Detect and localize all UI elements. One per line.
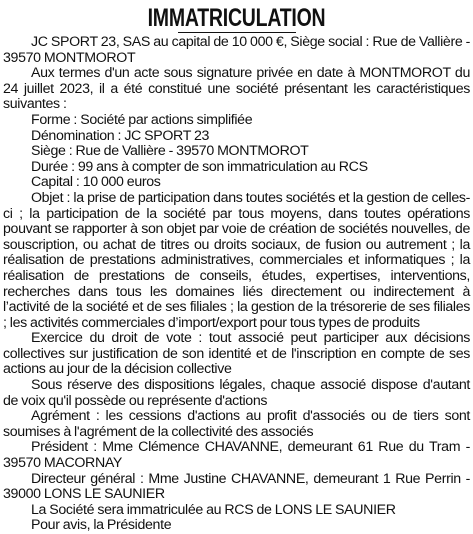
directeur-paragraph: Directeur général : Mme Justine CHAVANNE, demeurant 1 Rue Perrin - 39000 LONS LE SAUNIER xyxy=(3,470,470,503)
rcs-statement: La Société sera immatriculée au RCS de LONS LE SAUNIER xyxy=(31,501,396,518)
deed-statement: Aux termes d'un acte sous signature privée en date à MONTMOROT du 24 juillet 2023, il a été constitué une société présentant les caractéristiques suivantes : xyxy=(3,65,470,113)
notice-body xyxy=(3,35,470,534)
field-forme: Forme : Société par actions simplifiée xyxy=(31,111,253,128)
agrement-paragraph: Agrément : les cessions d'actions au profit d'associés ou de tiers sont soumises à l'agrément de la collectivité des associés xyxy=(3,408,470,440)
field-siege: Siège : Rue de Vallière - 39570 MONTMOROT xyxy=(31,143,309,160)
field-duree: Durée : 99 ans à compter de son immatriculation au RCS xyxy=(31,158,368,175)
field-capital: Capital : 10 000 euros xyxy=(31,174,161,191)
vote-paragraph: Exercice du droit de vote : tout associé peut participer aux décisions collectives sur justification de son identité et de l'inscription en compte de ses actions au jour de la décision collective xyxy=(3,330,470,378)
reserve-paragraph: Sous réserve des dispositions légales, chaque associé dispose d'autant de voix qu'il possède ou représente d'actions xyxy=(3,377,470,409)
title-divider xyxy=(178,32,296,33)
field-denomination: Dénomination : JC SPORT 23 xyxy=(31,127,210,144)
company-intro: JC SPORT 23, SAS au capital de 10 000 €, Siège social : Rue de Vallière - 39570 MONTMOROT xyxy=(3,34,470,66)
notice-title: IMMATRICULATION xyxy=(147,4,326,32)
president-paragraph: Président : Mme Clémence CHAVANNE, demeurant 61 Rue du Tram - 39570 MACORNAY xyxy=(3,439,470,472)
objet-paragraph: Objet : la prise de participation dans toutes sociétés et la gestion de celles-ci ; la participation de la société par tous moyens, dans toutes opérations pouvant se rapporter à son objet par voie de création de sociétés nouvelles, de souscription, ou achat de titres ou droits sociaux, de fusion ou autrement ; la réalisation de prestations administratives, commerciales et informatiques ; la réalisation de prestations de conseils, études, expertises, interventions, recherches dans tous les domaines liés directement ou indirectement à l’activité de la société et de ses filiales ; la gestion de la trésorerie de ses filiales ; les activités commerciales d’import/export pour tous types de produits xyxy=(3,189,470,331)
closing-signature: Pour avis, la Présidente xyxy=(31,517,172,534)
